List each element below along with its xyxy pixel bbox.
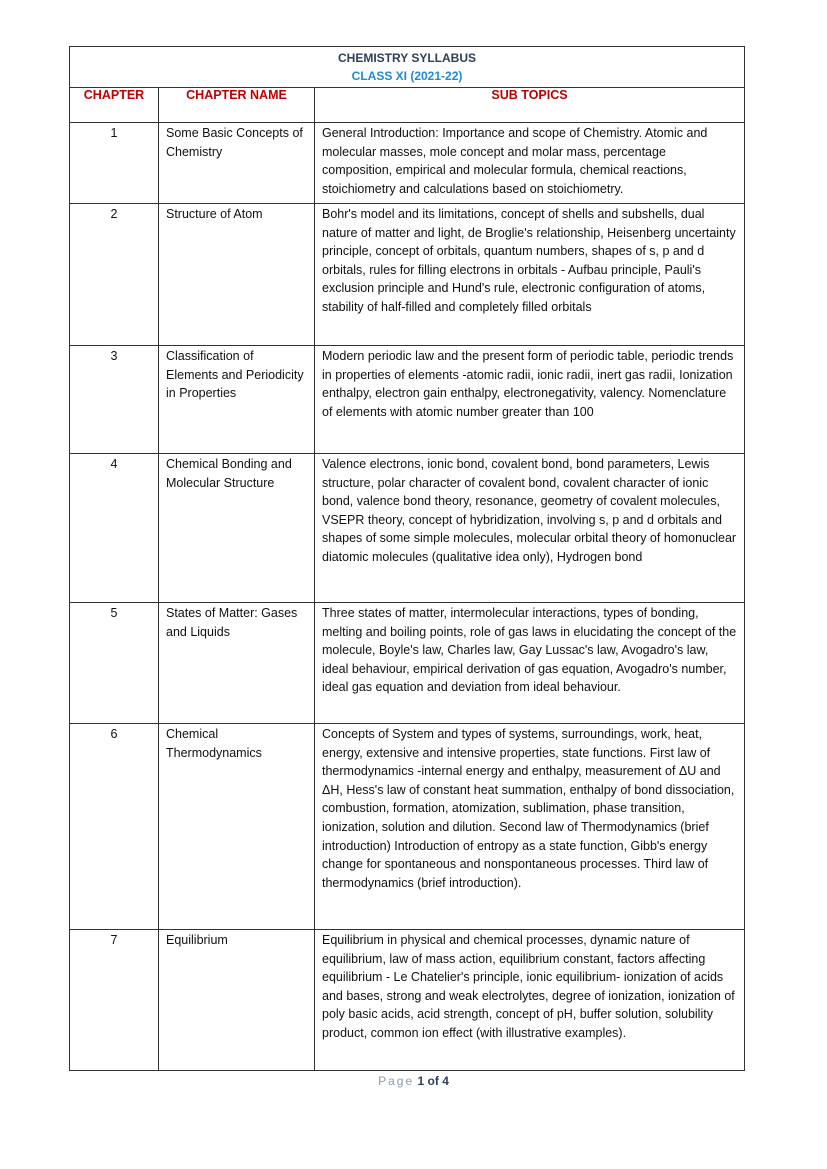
chapter-number: 2 xyxy=(70,204,159,346)
page-footer xyxy=(0,1074,827,1088)
syllabus-table xyxy=(69,46,745,1071)
title-row xyxy=(70,47,745,88)
total-pages: 4 xyxy=(442,1074,449,1088)
class-subtitle: CLASS XI (2021-22) xyxy=(351,69,463,83)
table-row xyxy=(70,123,745,204)
chapter-topics: Bohr's model and its limitations, concept of shells and subshells, dual nature of matter and light, de Broglie's relationship, Heisenberg uncertainty principle, concept of orbitals, quantum numbers, shapes of s, p and d orbitals, rules for filling electrons in orbitals - Aufbau principle, Pauli's exclusion principle and Hund's rule, electronic configuration of atoms, stability of half-filled and completely filled orbitals xyxy=(315,204,745,346)
table-row xyxy=(70,204,745,346)
chapter-topics: Three states of matter, intermolecular interactions, types of bonding, melting and boiling points, role of gas laws in elucidating the concept of the molecule, Boyle's law, Charles law, Gay Lussac's law, Avogadro's law, ideal behaviour, empirical derivation of gas equation, Avogadro's number, ideal gas equation and deviation from ideal behaviour. xyxy=(315,603,745,724)
chapter-topics: Concepts of System and types of systems, surroundings, work, heat, energy, extensive and intensive properties, state functions. First law of thermodynamics -internal energy and enthalpy, measurement of ΔU and ΔH, Hess's law of constant heat summation, enthalpy of bond dissociation, combustion, formation, atomization, sublimation, phase transition, ionization, solution and dilution. Second law of Thermodynamics (brief introduction) Introduction of entropy as a state function, Gibb's energy change for spontaneous and nonspontaneous processes. Third law of thermodynamics (brief introduction). xyxy=(315,724,745,930)
chapter-name: Equilibrium xyxy=(159,930,315,1071)
table-row xyxy=(70,603,745,724)
page-number: 1 xyxy=(417,1074,425,1088)
chapter-number: 5 xyxy=(70,603,159,724)
chapter-name: States of Matter: Gases and Liquids xyxy=(159,603,315,724)
chapter-number: 7 xyxy=(70,930,159,1071)
column-header-row xyxy=(70,88,745,123)
title-cell xyxy=(70,47,745,88)
chapter-name: Chemical Thermodynamics xyxy=(159,724,315,930)
column-header-sub-topics: SUB TOPICS xyxy=(315,88,745,123)
table-row xyxy=(70,724,745,930)
chapter-topics: Valence electrons, ionic bond, covalent bond, bond parameters, Lewis structure, polar character of covalent bond, covalent character of ionic bond, valence bond theory, resonance, geometry of covalent molecules, VSEPR theory, concept of hybridization, involving s, p and d orbitals and shapes of some simple molecules, molecular orbital theory of homonuclear diatomic molecules (qualitative idea only), Hydrogen bond xyxy=(315,454,745,603)
chapter-topics: Equilibrium in physical and chemical processes, dynamic nature of equilibrium, law of mass action, equilibrium constant, factors affecting equilibrium - Le Chatelier's principle, ionic equilibrium- ionization of acids and bases, strong and weak electrolytes, degree of ionization, ionization of poly basic acids, acid strength, concept of pH, buffer solution, solubility product, common ion effect (with illustrative examples). xyxy=(315,930,745,1071)
table-row xyxy=(70,454,745,603)
column-header-chapter-name: CHAPTER NAME xyxy=(159,88,315,123)
table-row xyxy=(70,930,745,1071)
chapter-name: Structure of Atom xyxy=(159,204,315,346)
chapter-name: Some Basic Concepts of Chemistry xyxy=(159,123,315,204)
column-header-chapter: CHAPTER xyxy=(70,88,159,123)
chapter-name: Classification of Elements and Periodicity in Properties xyxy=(159,346,315,454)
chapter-topics: Modern periodic law and the present form of periodic table, periodic trends in properties of elements -atomic radii, ionic radii, inert gas radii, Ionization enthalpy, electron gain enthalpy, electronegativity, valency. Nomenclature of elements with atomic number greater than 100 xyxy=(315,346,745,454)
chapter-number: 3 xyxy=(70,346,159,454)
page-label: Page xyxy=(378,1074,415,1088)
page-of-label: of xyxy=(427,1074,439,1088)
chapter-name: Chemical Bonding and Molecular Structure xyxy=(159,454,315,603)
syllabus-title: CHEMISTRY SYLLABUS xyxy=(338,51,477,65)
table-row xyxy=(70,346,745,454)
chapter-topics: General Introduction: Importance and scope of Chemistry. Atomic and molecular masses, mole concept and molar mass, percentage composition, empirical and molecular formula, chemical reactions, stoichiometry and calculations based on stoichiometry. xyxy=(315,123,745,204)
chapter-number: 1 xyxy=(70,123,159,204)
chapter-number: 4 xyxy=(70,454,159,603)
chapter-number: 6 xyxy=(70,724,159,930)
